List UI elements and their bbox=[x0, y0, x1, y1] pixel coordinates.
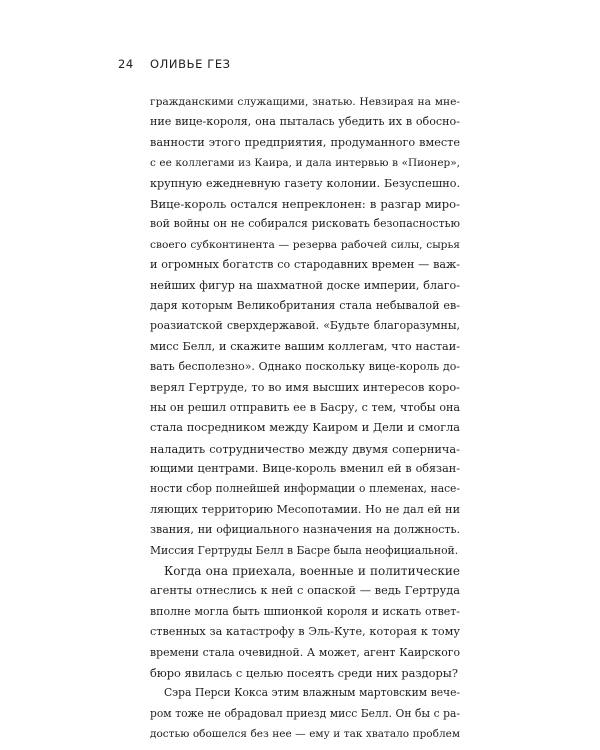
text-line: роазиатской сверхдержавой. «Будьте благоразумны, bbox=[150, 319, 460, 333]
running-title: ОЛИВЬЕ ГЕЗ bbox=[150, 57, 231, 71]
text-line: нейших фигур на шахматной доске империи, благо- bbox=[150, 278, 460, 292]
text-line: стала посредником между Каиром и Дели и смогла bbox=[150, 421, 460, 435]
text-line: с ее коллегами из Каира, и дала интервью в «Пионер», bbox=[150, 157, 460, 170]
text-line: вполне могла быть шпионкой короля и искать ответ- bbox=[150, 604, 460, 618]
text-line: гражданскими служащими, знатью. Невзирая на мне- bbox=[150, 95, 460, 108]
text-line: крупную ежедневную газету колонии. Безуспешно. bbox=[150, 176, 460, 190]
text-line: ющими центрами. Вице-король вменил ей в обязан- bbox=[150, 462, 460, 476]
text-line: времени стала очевидной. А может, агент Каирского bbox=[150, 645, 460, 659]
page-number: 24 bbox=[118, 57, 134, 71]
text-line: Вице-король остался непреклонен: в разгар миро- bbox=[150, 196, 460, 211]
text-line: ние вице-короля, она пыталась убедить их в обосно- bbox=[150, 115, 460, 129]
text-line: агенты отнеслись к ней с опаской — ведь Гертруда bbox=[150, 584, 460, 598]
running-header bbox=[118, 57, 231, 71]
text-line: даря которым Великобритания стала небывалой ев- bbox=[150, 298, 460, 312]
text-line: наладить сотрудничество между двумя сопернича- bbox=[150, 441, 460, 456]
text-line: ванности этого предприятия, продуманного вместе bbox=[150, 135, 460, 149]
text-line: вой войны он не собирался рисковать безопасностью bbox=[150, 217, 460, 231]
text-line: достью обошелся без нее — ему и так хватало проблем bbox=[150, 728, 460, 741]
text-line: ром тоже не обрадовал приезд мисс Белл. Он бы с ра- bbox=[150, 706, 460, 720]
text-line: и огромных богатств со стародавних времен — важ- bbox=[150, 258, 460, 272]
text-line: звания, ни официального назначения на должность. bbox=[150, 523, 460, 537]
text-line: мисс Белл, и скажите вашим коллегам, что настаи- bbox=[150, 339, 460, 353]
text-line: Когда она приехала, военные и политические bbox=[164, 563, 460, 578]
text-line: ственных за катастрофу в Эль-Куте, которая к тому bbox=[150, 625, 460, 639]
text-line: верял Гертруде, то во имя высших интересов коро- bbox=[150, 380, 460, 395]
text-line: Миссия Гертруды Белл в Басре была неофициальной. bbox=[150, 543, 459, 557]
text-line: ляющих территорию Месопотамии. Но не дал ей ни bbox=[150, 502, 460, 516]
body-text bbox=[150, 92, 460, 745]
text-line: своего субконтинента — резерва рабочей силы, сырья bbox=[150, 237, 460, 251]
text-line: ности сбор полнейшей информации о племенах, насе- bbox=[150, 482, 460, 496]
text-line: бюро явилась с целью посеять среди них раздоры? bbox=[150, 665, 458, 680]
text-line: Сэра Перси Кокса этим влажным мартовским вече- bbox=[164, 686, 460, 700]
text-line: ны он решил отправить ее в Басру, с тем, чтобы она bbox=[150, 400, 460, 414]
text-line: вать бесполезно». Однако поскольку вице-король до- bbox=[150, 360, 460, 374]
